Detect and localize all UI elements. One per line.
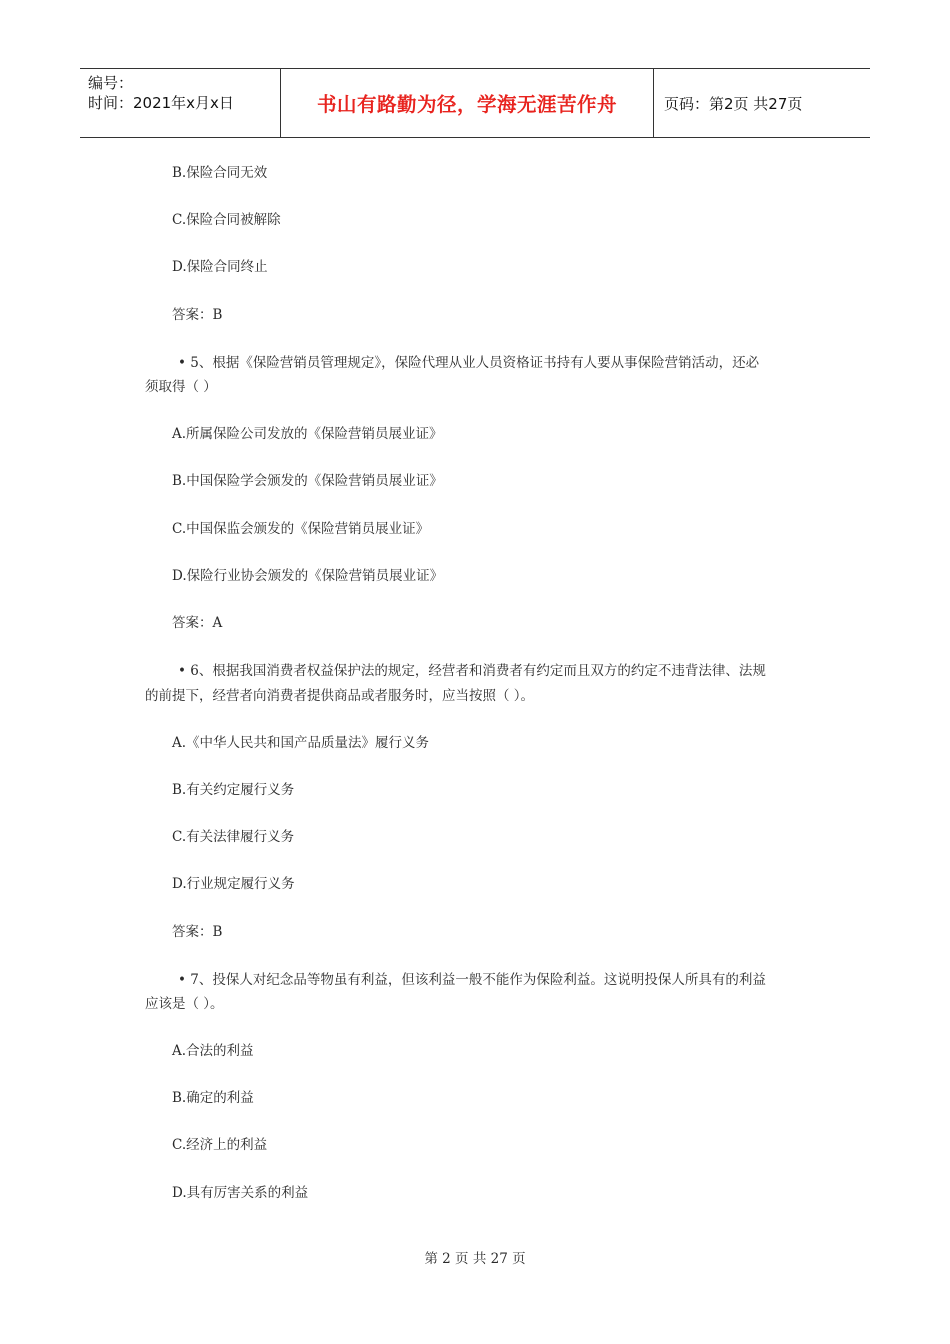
option-line: D.保险合同终止 xyxy=(172,259,268,275)
option-line: A.所属保险公司发放的《保险营销员展业证》 xyxy=(172,426,443,442)
option-line: D.行业规定履行义务 xyxy=(172,876,295,892)
page-number-label: 页码：第2页 共27页 xyxy=(664,94,803,113)
option-line: B.有关约定履行义务 xyxy=(172,782,295,798)
option-line: A.合法的利益 xyxy=(172,1043,254,1059)
option-line: D.具有厉害关系的利益 xyxy=(172,1185,309,1201)
doc-number-label: 编号： xyxy=(88,74,134,92)
page-footer: 第 2 页 共 27 页 xyxy=(424,1251,526,1267)
option-line: B.保险合同无效 xyxy=(172,165,268,181)
option-line: A.《中华人民共和国产品质量法》履行义务 xyxy=(172,735,430,751)
option-line: B.确定的利益 xyxy=(172,1090,254,1106)
option-line: D.保险行业协会颁发的《保险营销员展业证》 xyxy=(172,568,444,584)
question-line: 应该是（ ）。 xyxy=(145,996,224,1012)
question-line: • 7、投保人对纪念品等物虽有利益，但该利益一般不能作为保险利益。这说明投保人所具有的利益 xyxy=(178,972,766,988)
answer-line: 答案：A xyxy=(172,615,223,631)
answer-line: 答案：B xyxy=(172,924,223,940)
option-line: C.经济上的利益 xyxy=(172,1137,268,1153)
option-line: C.有关法律履行义务 xyxy=(172,829,295,845)
doc-time-label: 时间：2021年x月x日 xyxy=(88,94,234,112)
option-line: C.中国保监会颁发的《保险营销员展业证》 xyxy=(172,521,430,537)
option-line: C.保险合同被解除 xyxy=(172,212,281,228)
answer-line: 答案：B xyxy=(172,307,223,323)
question-line: • 5、根据《保险营销员管理规定》，保险代理从业人员资格证书持有人要从事保险营销活动，还必 xyxy=(178,355,760,371)
question-line: 须取得（ ） xyxy=(145,379,217,395)
header-motto-cell xyxy=(281,69,654,137)
header-meta xyxy=(80,69,281,137)
page-header xyxy=(80,68,870,138)
option-line: B.中国保险学会颁发的《保险营销员展业证》 xyxy=(172,473,443,489)
question-line: 的前提下，经营者向消费者提供商品或者服务时，应当按照（ ）。 xyxy=(145,688,535,704)
question-line: • 6、根据我国消费者权益保护法的规定，经营者和消费者有约定而且双方的约定不违背法律、法规 xyxy=(178,663,766,679)
motto-text: 书山有路勤为径，学海无涯苦作舟 xyxy=(316,93,617,116)
header-page-cell xyxy=(654,69,870,137)
